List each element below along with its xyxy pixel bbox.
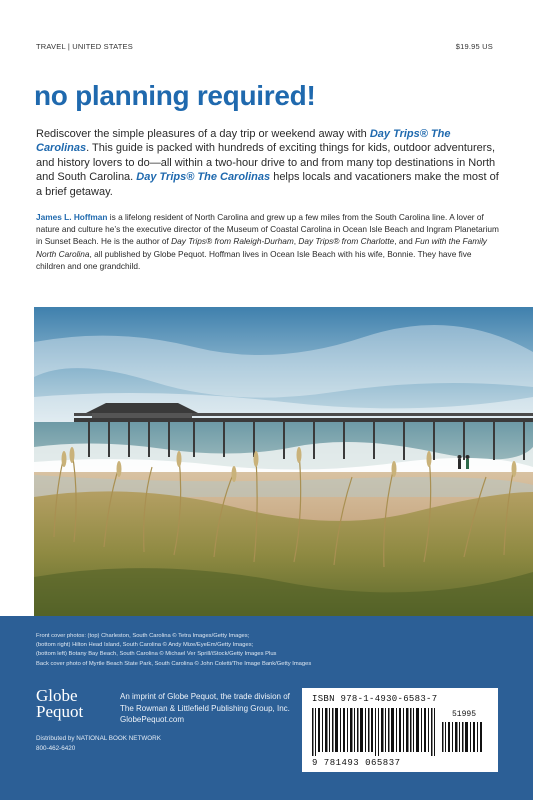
author-name: James L. Hoffman: [36, 212, 108, 222]
imprint-line: The Rowman & Littlefield Publishing Group, Inc.: [120, 703, 290, 713]
barcode-icon: [312, 706, 488, 756]
barcode-number: 9 781493 065837: [312, 758, 401, 768]
imprint-line: An imprint of Globe Pequot, the trade division of: [120, 692, 290, 701]
price-label: $19.95 US: [455, 42, 493, 51]
headline: no planning required!: [34, 80, 316, 111]
book-title: Fun with the Family North Carolina: [36, 236, 487, 259]
book-title: Day Trips® from Charlotte: [298, 236, 395, 247]
credit-line: Front cover photos: (top) Charleston, South Carolina © Tetra Images/Getty Images;: [36, 633, 250, 639]
distribution-info: [36, 734, 161, 754]
bio-text: is a lifelong resident of North Carolina and grew up a few miles from the South Carolina line. A lover of nature and culture he’s the executive director of the Museum of Coastal Carolina in Ocean Isle Beach and Ingram Planetarium in Sunset Beach. He is the author of: [36, 212, 499, 247]
price-code: 51995: [452, 710, 477, 719]
intro-text: . This guide is packed with hundreds of exciting things for kids, outdoor adventurers, and history lovers to do—all within a two-hour drive to and from many top destinations in North and South Carolina.: [36, 142, 496, 184]
book-title: Day Trips® from Raleigh-Durham: [171, 236, 294, 247]
intro-text: Rediscover the simple pleasures of a day trip or weekend away with: [36, 128, 370, 140]
distributor-line: Distributed by NATIONAL BOOK NETWORK: [36, 735, 161, 742]
globe-pequot-logo: [36, 688, 83, 720]
logo-line: Globe: [36, 686, 78, 705]
intro-paragraph: [36, 127, 502, 199]
logo-line: Pequot: [36, 702, 84, 721]
imprint-info: [120, 691, 330, 726]
credit-line: (bottom left) Botany Bay Beach, South Carolina © Michael Ver Sprill/iStock/Getty Images Plus: [36, 651, 277, 658]
beach-pier-photo: [34, 307, 533, 616]
publisher-website: GlobePequot.com: [120, 715, 185, 725]
intro-text: helps locals and vacationers make the most of a brief getaway.: [36, 171, 499, 198]
author-bio: [36, 211, 502, 272]
bio-text: ,: [293, 236, 299, 247]
category-label: TRAVEL | UNITED STATES: [36, 42, 133, 51]
photo-credits: [36, 632, 436, 669]
credit-line: (bottom right) Hilton Head Island, South Carolina © Andy Mize/EyeEm/Getty Images;: [36, 642, 254, 649]
bio-text: , and: [394, 236, 416, 247]
isbn-barcode: [302, 688, 498, 772]
bio-text: , all published by Globe Pequot. Hoffman lives in Ocean Isle Beach with his wife, Bonnie. They have five children and one grandchild.: [36, 248, 472, 271]
isbn-number: ISBN 978-1-4930-6583-7: [312, 694, 438, 704]
distributor-phone: 800-462-6420: [36, 745, 76, 752]
brand-title: Day Trips® The Carolinas: [36, 128, 451, 155]
brand-title: Day Trips® The Carolinas: [136, 171, 271, 184]
credit-line: Back cover photo of Myrtle Beach State Park, South Carolina © John Coletti/The Image Bank/Getty Images: [36, 660, 312, 667]
